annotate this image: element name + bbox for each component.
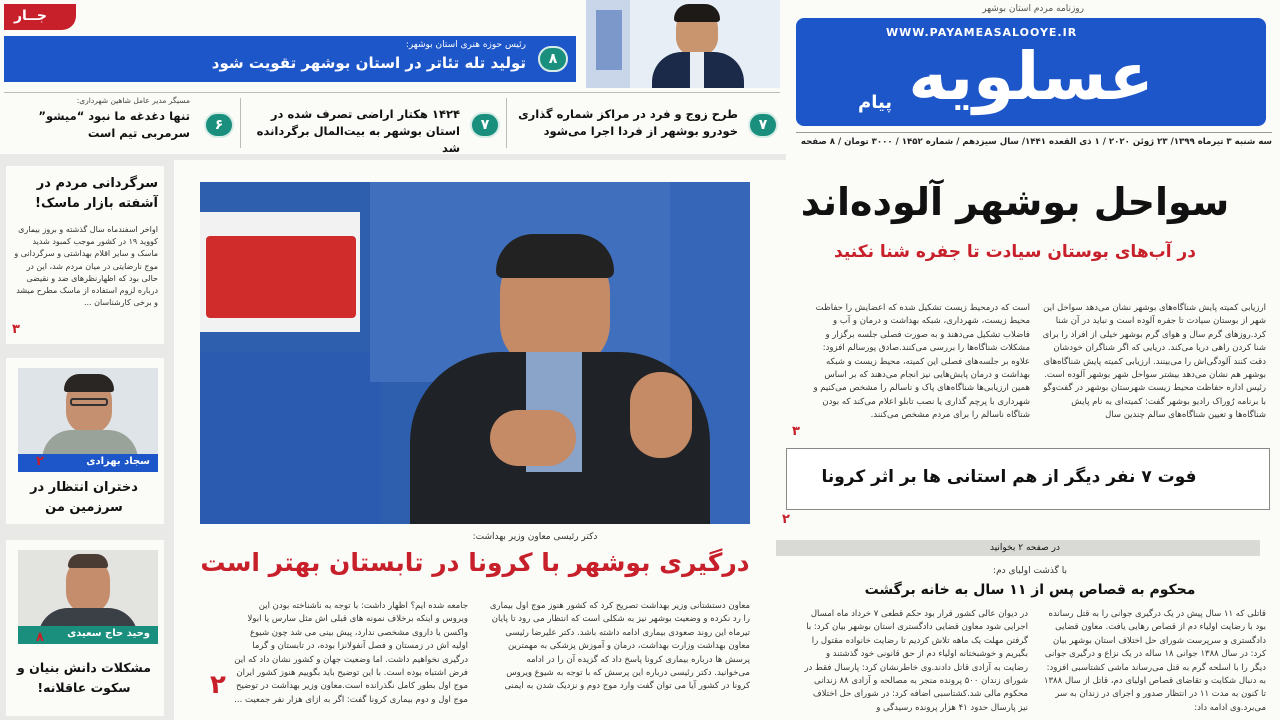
lead-page-ref: ۳: [792, 424, 800, 439]
continuation-col-1: قاتلی که ۱۱ سال پیش در یک درگیری جوانی را به قتل رسانده بود با رضایت اولیاء دم از قصاص رهایی یافت. معاون قضایی دادگستری و سرپرست شورای حل اختلاف استان بوشهر بیان کرد: در سال ۱۳۸۸ جوانی ۱۸ ساله در یک نزاع و درگیری جوانی دیگر را با اسلحه گرم به قتل می‌رساند ماشی کشتاسبی افزود: به دنبال شکایت و تقاضای قصاص اولیای دم، قاتل از سال ۱۳۸۸ تا کنون به مدت ۱۱ در انتظار صدور و اجرای در زندان به سر می‌برد.وی ادامه داد:: [1043, 609, 1266, 713]
logo-word: عسلویه: [908, 38, 1154, 115]
teaser-3-badge: ۶: [204, 112, 234, 138]
teaser-2[interactable]: [244, 100, 502, 155]
feature-photo: [200, 182, 750, 524]
sidebar-item-3[interactable]: [6, 540, 164, 716]
headshot-photo: [586, 0, 780, 88]
box-story-headline: فوت ۷ نفر دیگر از هم استانی ها بر اثر کرونا: [821, 467, 1197, 487]
lead-subhead: در آب‌های بوستان سیادت تا جفره شنا نکنید: [834, 242, 1196, 262]
sidebar-item-1[interactable]: [6, 166, 164, 344]
lead-col-1: ارزیابی کمیته پایش شناگاه‌های بوشهر نشان می‌دهد سواحل این شهر از بوستان سیادت تا جفره آلوده است و نباید در آن شنا کرد.روزهای گرم سال و هوای گرم بوشهر خیلی از افراد را برای شنا کردن راهی دریا می‌کند. دریایی که اگر شناگران خودشان دقت کنند آلودگی‌اش را می‌بینند. ارزیابی کمیته پایش شناگاه‌های بوشهر هم نشان می‌دهد بیشتر سواحل شهر بوشهر آلوده است. رئیس اداره حفاظت محیط زیست شهرستان بوشهر در گفت‌وگو با برنامه رُوراک رادیو بوشهر گفت: کمیته‌ای به نام پایش شناگاه‌ها و تعیین شناگاه‌های سالم چندین سال: [1042, 303, 1266, 421]
feature-col-2: جامعه شده ایم؟ اظهار داشت: با توجه به ناشناخته بودن این ویروس و اینکه برخلاف نمونه های قبلی اش مثل سارس یا ابولا واکسن یا داروی مشخصی ندارد، پیش بینی می شد چون شیوع اولیه اش در زمستان و فصل آنفولانزا بوده، در تابستان و گرما درگیری نخواهیم داشت. اما وضعیت جهان و کشور نشان داد که این فرض اشتباه بوده است. با این توضیح باید بگوییم هنوز کشور ایران موج اول بطور کامل نگذرانده است.معاون وزیر بهداشت در توضیح موج اول و دوم بیماری کرونا گفت: اگر به ازای هزار نفر جمعیت ...: [234, 601, 468, 705]
teaser-3-kicker: مسیگر مدیر عامل شاهین شهرداری:: [76, 96, 190, 105]
teaser-3-text: تنها دغدغه ما نبود “میشو” سرمربی تیم است: [38, 109, 190, 140]
sidebar: [0, 154, 174, 720]
masthead-logo: [796, 18, 1266, 126]
continuation-kicker: با گذشت اولیای دم:: [993, 566, 1067, 576]
top-strip-banner[interactable]: [4, 36, 576, 82]
sidebar-item-1-body: اواخر اسفندماه سال گذشته و بروز بیماری کووید ۱۹ در کشور موجب کمبود شدید ماسک و سایر اقلام بهداشتی و سرگردانی و موج نارضایتی در میان مردم شد، این در حالی بود که اظهارنظرهای ضد و نقیضی درباره لزوم استفاده از ماسک مطرح میشد و برخی کارشناسان ...: [14, 225, 158, 308]
teaser-1-badge: ۷: [748, 112, 778, 138]
box-story[interactable]: [786, 448, 1270, 510]
sidebar-item-3-page-ref: ۸: [36, 630, 44, 645]
feature-story[interactable]: [174, 160, 776, 720]
author-name-2: وحید حاج سعیدی: [67, 628, 150, 639]
continuation-story[interactable]: [776, 536, 1280, 720]
lead-story[interactable]: [776, 160, 1280, 440]
feature-page-ref: ۲: [210, 670, 226, 700]
feature-headline: درگیری بوشهر با کرونا در تابستان بهتر است: [200, 548, 750, 577]
lead-headline: سواحل بوشهر آلوده‌اند: [800, 180, 1230, 224]
tab-jar-label: جــار: [14, 8, 47, 24]
sidebar-item-3-headline: مشکلات دانش بنیان و سکوت عاقلانه!: [17, 660, 151, 695]
masthead: [786, 0, 1280, 160]
sidebar-item-1-page-ref: ۳: [12, 322, 20, 337]
lead-col-2: است که درمحیط زیست تشکیل شده که اعضایش را حفاظت محیط زیست، شهرداری، شبکه بهداشت و درمان و آب و فاضلاب تشکیل می‌دهند و به صورت فصلی جلسه برگزار و مشکلات شناگاه‌ها را بررسی می‌کنند.صادق پورسالم افزود: علاوه بر جلسه‌های فصلی این کمیته، محیط زیست و شبکه بهداشت و درمان پایش‌هایی نیز انجام می‌دهند که بر اساس همین ارزیابی‌ها شناگاه‌های پاک و ناسالم را مشخص می‌کنیم و شهرداری با پرچم گذاری یا نصب تابلو اعلام می‌کند که بودن شناگاه ناسالم را برای مردم مشخص می‌کنند.: [813, 303, 1030, 421]
sidebar-item-2-headline: دختران انتظار در سرزمین من: [30, 480, 138, 515]
sidebar-item-2-page-ref: ۲: [36, 454, 44, 469]
author-photo-2: [18, 550, 158, 634]
logo-small: پیام: [858, 92, 893, 113]
tab-jar: [4, 4, 76, 30]
author-name-1: سجاد بهزادی: [86, 456, 150, 467]
teaser-3[interactable]: [4, 96, 236, 150]
masthead-url: WWW.PAYAMEASALOOYE.IR: [886, 26, 1078, 39]
top-strip-badge: ۸: [538, 46, 568, 72]
teaser-row: [0, 92, 786, 154]
teaser-1-text: طرح زوج و فرد در مراکز شماره گذاری خودرو بوشهر از فردا اجرا می‌شود: [518, 107, 738, 138]
masthead-tagline: روزنامه مردم استان بوشهر: [982, 4, 1084, 14]
author-photo-1: [18, 368, 158, 458]
feature-col-1: معاون دستشتانی وزیر بهداشت تصریح کرد که کشور هنوز موج اول بیماری را رد نکرده و وضعیت بوشهر نیز به شکلی است که انتظار می رود تا پایان تیرماه این روند صعودی بیماری ادامه داشته باشد. دکتر علیرضا رئیسی معاون بهداشت وزارت بهداشت، درمان و آموزش پزشکی به مهمترین پرسش ها درباره بیماری کرونا پاسخ داد که گزیده آن را در ادامه می‌خوانید. دکتر رئیسی درباره این پرسش که با توجه به شیوع ویروس کرونا در کشور آیا می توان گفت وارد موج دوم و نزدیک شدن به ایمنی: [489, 601, 750, 692]
teaser-2-badge: ۷: [470, 112, 500, 138]
sidebar-item-2[interactable]: [6, 358, 164, 524]
continuation-label: در صفحه ۲ بخوانید: [776, 540, 1260, 556]
top-strip: [0, 0, 786, 92]
top-strip-kicker: رئیس حوزه هنری استان بوشهر:: [405, 40, 526, 50]
continuation-headline: محکوم به قصاص پس از ۱۱ سال به خانه برگشت: [864, 582, 1196, 598]
sidebar-item-1-headline: سرگردانی مردم در آشفته بازار ماسک!: [35, 176, 158, 211]
continuation-col-2: در دیوان عالی کشور قرار بود حکم قطعی ۷ خرداد ماه امسال اجرایی شود معاون قضایی دادگستری استان بوشهر بیان کرد: با گرفتن مهلت یک ماهه تلاش کردیم تا رضایت خانواده مقتول را بگیریم و خوشبختانه اولیاء دم از حق قانونی خود گذشتند و رضایت به آزادی قاتل دادند.وی خاطرنشان کرد: پارسال فقط در شورای زندان ۵۰۰ پرونده منجر به مصالحه و آزادی ۸۸ زندانی محکوم مالی شد.کشتاسبی اضافه کرد: در شورای حل اختلاف نیز پارسال حدود ۴۱ هزار پرونده رسیدگی و: [804, 609, 1028, 713]
dateline: سه شنبه ۳ تیرماه ۱۳۹۹/ ۲۳ ژوئن ۲۰۲۰ / ۱ ذی القعده ۱۴۴۱/ سال سیزدهم / شماره ۱۴۵۲ / ۳۰۰۰ تومان / ۸ صفحه: [796, 132, 1272, 147]
box-story-page-ref: ۲: [782, 512, 790, 527]
teaser-1[interactable]: [512, 100, 780, 148]
top-strip-headline: تولید تله تئاتر در استان بوشهر تقویت شود: [211, 54, 526, 72]
box-story-area: [776, 440, 1280, 536]
teaser-2-text: ۱۴۲۴ هکتار اراضی تصرف شده در استان بوشهر به بیت‌المال برگردانده شد: [256, 107, 460, 155]
feature-kicker: دکتر رئیسی معاون وزیر بهداشت:: [472, 532, 598, 542]
